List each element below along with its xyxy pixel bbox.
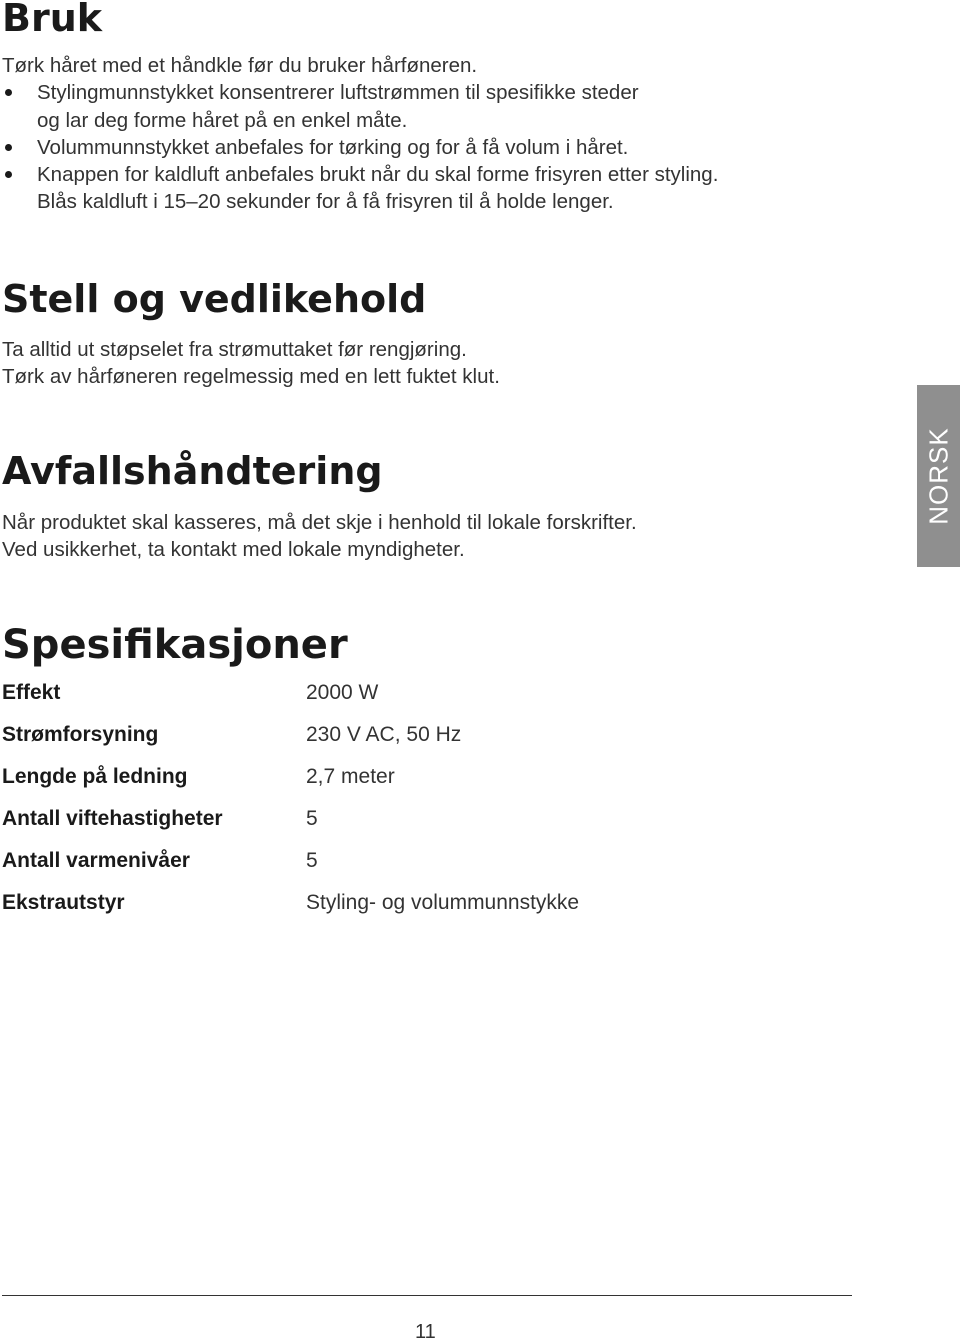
bruk-section-body xyxy=(2,52,718,216)
spec-value: 5 xyxy=(306,849,318,872)
spec-label: Antall viftehastigheter xyxy=(2,807,223,830)
spec-label: Ekstrautstyr xyxy=(2,891,125,914)
spec-value: 2,7 meter xyxy=(306,765,395,788)
bullet-line: og lar deg forme håret på en enkel måte. xyxy=(37,108,408,132)
bruk-bullet-list xyxy=(2,79,718,215)
bullet-line: Blås kaldluft i 15–20 sekunder for å få frisyren til å holde lenger. xyxy=(37,190,614,214)
spec-row xyxy=(2,849,702,879)
spec-row xyxy=(2,723,702,753)
section-title-stell: Stell og vedlikehold xyxy=(2,277,427,321)
stell-section-body xyxy=(2,336,500,391)
spec-value: 230 V AC, 50 Hz xyxy=(306,723,462,746)
spec-label: Effekt xyxy=(2,681,61,704)
spec-label: Antall varmenivåer xyxy=(2,849,190,872)
bullet-line: Knappen for kaldluft anbefales brukt når du skal forme frisyren etter styling. xyxy=(37,163,719,187)
spec-row xyxy=(2,681,702,711)
spec-label: Strømforsyning xyxy=(2,723,159,746)
page-number: 11 xyxy=(415,1321,436,1343)
paragraph-line: Ta alltid ut støpselet fra strømuttaket før rengjøring. xyxy=(2,338,467,361)
spec-value: 2000 W xyxy=(306,681,379,704)
bullet-line: Stylingmunnstykket konsentrerer luftstrømmen til spesifikke steder xyxy=(37,81,639,105)
section-title-avfall: Avfallshåndtering xyxy=(2,449,383,493)
spec-row xyxy=(2,765,702,795)
section-title-spesifikasjoner: Spesifikasjoner xyxy=(2,622,348,668)
avfall-section-body xyxy=(2,509,637,564)
spec-row xyxy=(2,807,702,837)
paragraph-line: Tørk av hårføneren regelmessig med en lett fuktet klut. xyxy=(2,365,500,389)
bullet-line: Volummunnstykket anbefales for tørking og for å få volum i håret. xyxy=(37,135,629,159)
spec-value: Styling- og volummunnstykke xyxy=(306,891,580,914)
section-title-bruk: Bruk xyxy=(2,0,103,40)
list-item xyxy=(2,161,718,216)
paragraph-line: Ved usikkerhet, ta kontakt med lokale myndigheter. xyxy=(2,538,465,562)
language-side-tab xyxy=(917,385,960,567)
language-tab-label: NORSK xyxy=(923,427,953,525)
list-item xyxy=(2,134,718,161)
bruk-intro: Tørk håret med et håndkle før du bruker hårføneren. xyxy=(2,54,478,77)
paragraph-line: Når produktet skal kasseres, må det skje i henhold til lokale forskrifter. xyxy=(2,511,637,534)
footer-divider xyxy=(2,1295,852,1296)
spec-label: Lengde på ledning xyxy=(2,765,188,788)
spec-value: 5 xyxy=(306,807,318,830)
spec-row xyxy=(2,891,702,921)
list-item xyxy=(2,79,718,134)
